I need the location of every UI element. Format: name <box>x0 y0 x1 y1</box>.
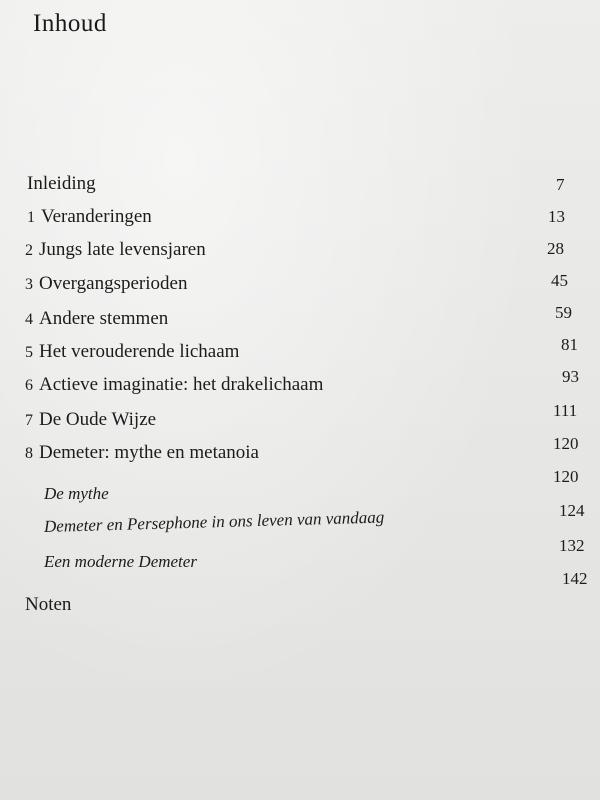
toc-entry-page: 142 <box>562 569 588 588</box>
toc-entry-title: Overgangsperioden <box>39 273 188 294</box>
toc-entry-label <box>25 239 206 261</box>
toc-entry-page: 81 <box>561 335 578 354</box>
toc-entry-page: 28 <box>547 239 564 258</box>
toc-entry-page: 93 <box>562 367 579 386</box>
chapter-number: 7 <box>25 412 33 429</box>
chapter-number: 5 <box>25 344 33 361</box>
chapter-number: 2 <box>25 242 33 259</box>
toc-entry-title: Het verouderende lichaam <box>39 341 240 362</box>
toc-entry-label <box>25 374 323 396</box>
toc-entry-page: 120 <box>553 434 579 453</box>
toc-subentry-label <box>44 484 109 504</box>
chapter-number: 4 <box>25 311 33 328</box>
toc-entry-title: Een moderne Demeter <box>44 552 197 571</box>
toc-entry-title: Demeter: mythe en metanoia <box>39 442 259 463</box>
chapter-number: 8 <box>25 445 33 462</box>
chapter-number: 6 <box>25 377 33 394</box>
toc-entry-label <box>25 442 259 464</box>
toc-entry-title: Noten <box>25 594 72 615</box>
toc-entry-page: 13 <box>548 207 565 226</box>
toc-entry-label <box>25 594 71 616</box>
chapter-number: 3 <box>25 276 33 293</box>
toc-entry-label <box>25 273 187 295</box>
toc-entry-title: De Oude Wijze <box>39 409 157 430</box>
toc-entry-page: 7 <box>556 175 565 194</box>
toc-subentry-label <box>44 552 197 572</box>
toc-entry-page: 124 <box>559 501 585 520</box>
toc-subentry-label <box>44 508 385 537</box>
toc-entry-title: Veranderingen <box>41 206 152 227</box>
toc-entry-page: 111 <box>553 401 578 420</box>
toc-entry-title: Actieve imaginatie: het drakelichaam <box>39 374 324 395</box>
toc-entry-label <box>25 409 156 431</box>
toc-entry-title: Inleiding <box>27 173 96 194</box>
page-title: Inhoud <box>33 10 107 37</box>
toc-entry-label <box>27 206 152 228</box>
toc-entry-label <box>27 173 96 195</box>
toc-entry-title: Jungs late levensjaren <box>39 239 206 260</box>
toc-entry-title: De mythe <box>44 484 109 503</box>
toc-entry-page: 120 <box>553 467 579 486</box>
toc-entry-label <box>25 308 168 330</box>
toc-entry-page: 132 <box>559 536 585 555</box>
toc-entry-label <box>25 341 239 363</box>
toc-entry-page: 59 <box>555 303 572 322</box>
toc-entry-title: Andere stemmen <box>39 308 169 329</box>
chapter-number: 1 <box>27 209 35 226</box>
toc-entry-title: Demeter en Persephone in ons leven van vandaag <box>43 507 385 536</box>
toc-entry-page: 45 <box>551 271 568 290</box>
